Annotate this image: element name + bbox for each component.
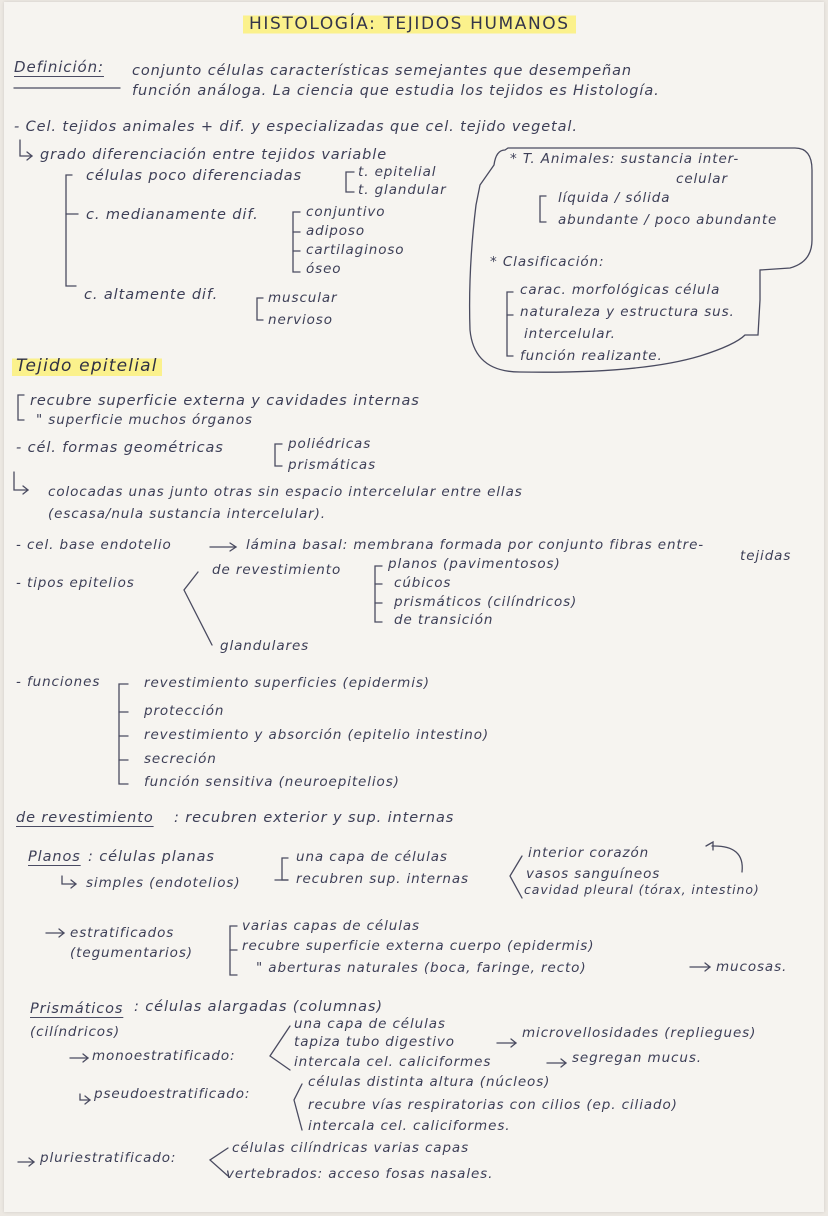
pseudo-recubre: recubre vías respiratorias con cilios (ep. ciliado) <box>308 1097 678 1113</box>
epitelial-tipo-glandulares: glandulares <box>220 638 310 654</box>
box-liquida: líquida / sólida <box>558 190 671 206</box>
intro-alto-muscular: muscular <box>268 290 338 306</box>
funcion-sensitiva: función sensitiva (neuroepitelios) <box>144 774 400 790</box>
box-naturaleza: naturaleza y estructura sus. <box>520 304 735 320</box>
epitelial-colocadas: colocadas unas junto otras sin espacio intercelular entre ellas <box>48 484 523 500</box>
estratificados-mucosas: mucosas. <box>716 959 788 975</box>
epitelial-formas: - cél. formas geométricas <box>16 440 224 456</box>
intro-line-1: - Cel. tejidos animales + dif. y especializadas que cel. tejido vegetal. <box>14 119 578 135</box>
intro-medio-oseo: óseo <box>306 261 342 277</box>
box-clasificacion: * Clasificación: <box>490 254 605 270</box>
planos-simples: simples (endotelios) <box>86 875 241 891</box>
revestimiento-planos: planos (pavimentosos) <box>388 556 561 572</box>
definicion-label: Definición: <box>14 58 104 76</box>
estratificados: estratificados <box>70 925 175 941</box>
box-celular: celular <box>676 171 728 187</box>
intro-alto: c. altamente dif. <box>84 287 219 303</box>
funcion-absorcion: revestimiento y absorción (epitelio intestino) <box>144 727 490 743</box>
epitelial-tejidas: tejidas <box>740 548 792 564</box>
funcion-secrecion: secreción <box>144 751 217 767</box>
planos-interior-corazon: interior corazón <box>528 845 650 861</box>
mono-microvellosidades: microvellosidades (repliegues) <box>522 1025 757 1041</box>
revestimiento-transicion: de transición <box>394 612 494 628</box>
epitelial-formas-poliedricas: poliédricas <box>288 436 372 452</box>
estratificados-aberturas: " aberturas naturales (boca, faringe, recto) <box>256 960 587 976</box>
pluriestratificado: pluriestratificado: <box>40 1150 177 1166</box>
epitelial-funciones: - funciones <box>16 674 101 690</box>
intro-poco-glandular: t. glandular <box>358 182 447 198</box>
section-heading-tejido-epitelial: Tejido epitelial <box>12 356 162 377</box>
funcion-revestimiento-superficies: revestimiento superficies (epidermis) <box>144 675 430 691</box>
revestimiento-cubicos: cúbicos <box>394 575 452 591</box>
planos-recubren: recubren sup. internas <box>296 871 469 887</box>
intro-medio-cartilaginoso: cartilaginoso <box>306 242 405 258</box>
intro-medio: c. medianamente dif. <box>86 207 259 223</box>
epitelial-tipos: - tipos epitelios <box>16 575 135 591</box>
estratificados-recubre: recubre superficie externa cuerpo (epidermis) <box>242 938 595 954</box>
epitelial-tipo-revestimiento: de revestimiento <box>212 562 342 578</box>
definicion-line-2: función análoga. La ciencia que estudia los tejidos es Histología. <box>132 83 660 99</box>
planos-label: Planos <box>28 849 81 865</box>
definicion-line-1: conjunto células características semejantes que desempeñan <box>132 63 632 79</box>
page-title: HISTOLOGÍA: TEJIDOS HUMANOS <box>243 14 576 35</box>
epitelial-escasa: (escasa/nula sustancia intercelular). <box>48 506 326 522</box>
intro-medio-conjuntivo: conjuntivo <box>306 204 386 220</box>
epitelial-recubre-1: recubre superficie externa y cavidades internas <box>30 393 420 409</box>
mono-tapiza: tapiza tubo digestivo <box>294 1034 455 1050</box>
intro-poco-epitelial: t. epitelial <box>358 164 437 180</box>
pluri-vertebrados: vertebrados: acceso fosas nasales. <box>226 1166 494 1182</box>
intro-poco: células poco diferenciadas <box>86 168 302 184</box>
box-animales: * T. Animales: sustancia inter- <box>510 151 740 167</box>
revestimiento-definicion: : recubren exterior y sup. internas <box>174 810 455 826</box>
prismaticos-cilindricos: (cilíndricos) <box>30 1024 121 1040</box>
section-heading-de-revestimiento: de revestimiento <box>16 810 154 826</box>
planos-una-capa: una capa de células <box>296 849 448 865</box>
estratificados-varias-capas: varias capas de células <box>242 918 420 934</box>
tegumentarios: (tegumentarios) <box>70 945 193 961</box>
epitelial-recubre-2: " superficie muchos órganos <box>36 412 253 428</box>
planos-celulas: : células planas <box>88 849 215 865</box>
prismaticos-celulas: : células alargadas (columnas) <box>134 999 383 1015</box>
pluri-celulas: células cilíndricas varias capas <box>232 1140 470 1156</box>
mono-segregan: segregan mucus. <box>572 1050 702 1066</box>
pseudo-celulas: células distinta altura (núcleos) <box>308 1074 551 1090</box>
revestimiento-prismaticos: prismáticos (cilíndricos) <box>394 594 578 610</box>
intro-line-2: grado diferenciación entre tejidos variable <box>40 147 388 163</box>
epitelial-formas-prismaticas: prismáticas <box>288 457 376 473</box>
intro-medio-adiposo: adiposo <box>306 223 366 239</box>
prismaticos-label: Prismáticos <box>30 1001 124 1017</box>
funcion-proteccion: protección <box>144 703 225 719</box>
epitelial-lamina-basal: lámina basal: membrana formada por conjunto fibras entre- <box>246 537 705 553</box>
intro-alto-nervioso: nervioso <box>268 312 333 328</box>
epitelial-base-endotelio: - cel. base endotelio <box>16 537 172 553</box>
pseudoestratificado: pseudoestratificado: <box>94 1086 251 1102</box>
box-morfologicas: carac. morfológicas célula <box>520 282 721 298</box>
planos-vasos: vasos sanguíneos <box>526 866 661 882</box>
box-funcion: función realizante. <box>520 348 663 364</box>
planos-cavidad-pleural: cavidad pleural (tórax, intestino) <box>524 882 760 897</box>
monoestratificado: monoestratificado: <box>92 1048 236 1064</box>
box-intercelular: intercelular. <box>524 326 616 342</box>
box-abundante: abundante / poco abundante <box>558 212 778 228</box>
mono-intercala: intercala cel. caliciformes <box>294 1054 492 1070</box>
mono-una-capa: una capa de células <box>294 1016 446 1032</box>
pseudo-intercala: intercala cel. caliciformes. <box>308 1118 511 1134</box>
